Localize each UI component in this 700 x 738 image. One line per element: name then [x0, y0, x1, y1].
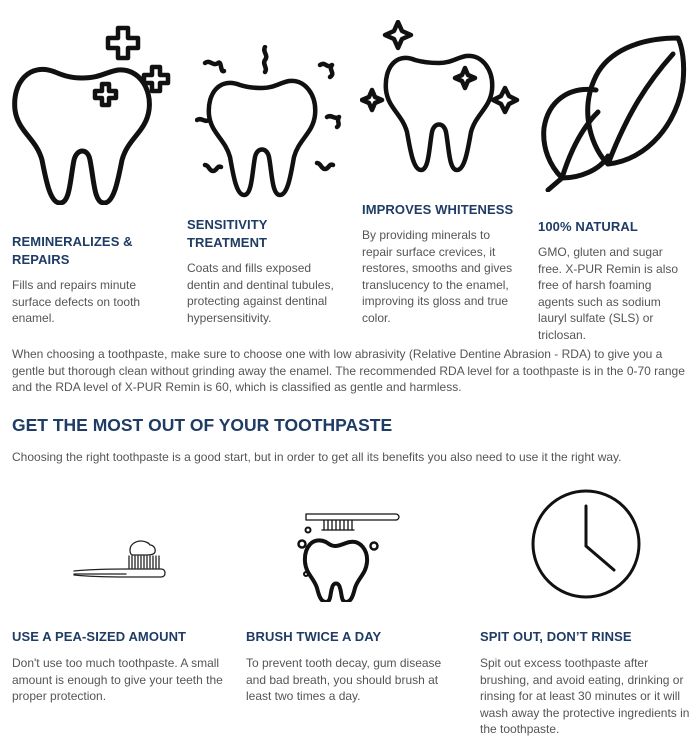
- tip-text-spit-out: Spit out excess toothpaste after brushing, and avoid eating, drinking or rinsing for at least 30 minutes or it will wash away the protective ingredients in the toothpaste.: [480, 656, 690, 736]
- tip-text-brush-twice: To prevent tooth decay, gum disease and bad breath, you should brush at least two times a day.: [246, 656, 442, 703]
- feature-text-natural: GMO, gluten and sugar free. X-PUR Remin is also free of harsh foaming agents such as sodium lauryl sulfate (SLS) or triclosan.: [538, 245, 679, 342]
- clock-icon: [530, 488, 642, 600]
- tip-title-pea-sized: USE A PEA-SIZED AMOUNT: [12, 629, 187, 644]
- feature-text-whiteness: By providing minerals to repair surface crevices, it restores, smooths and gives translucency to the enamel, improving its gloss and true color.: [362, 228, 513, 325]
- tip-title-brush-twice: BRUSH TWICE A DAY: [246, 629, 382, 644]
- feature-title-natural: 100% NATURAL: [538, 219, 638, 234]
- tooth-sparkle-icon: [360, 20, 525, 175]
- feature-text-remineralizes: Fills and repairs minute surface defects on tooth enamel.: [12, 278, 141, 325]
- section-intro: Choosing the right toothpaste is a good start, but in order to get all its benefits you also need to use it the right way.: [12, 450, 622, 464]
- tip-title-spit-out: SPIT OUT, DON’T RINSE: [480, 629, 632, 644]
- feature-title-sensitivity: SENSITIVITY TREATMENT: [187, 217, 268, 250]
- section-heading: GET THE MOST OUT OF YOUR TOOTHPASTE: [12, 415, 393, 435]
- tip-text-pea-sized: Don't use too much toothpaste. A small amount is enough to give your teeth the proper protection.: [12, 656, 223, 703]
- rda-paragraph: When choosing a toothpaste, make sure to choose one with low abrasivity (Relative Dentine Abrasion - RDA) to give you a gentle but thorough clean without grinding away the enamel. The recommended RDA level for a toothpaste is in the 0-70 range and the RDA level of X-PUR Remin is 60, which is classified as gentle and harmless.: [12, 347, 685, 394]
- feature-title-remineralizes: REMINERALIZES & REPAIRS: [12, 234, 133, 267]
- tooth-sensitivity-icon: [195, 45, 345, 205]
- feature-title-whiteness: IMPROVES WHITENESS: [362, 202, 514, 217]
- toothbrush-paste-icon: [72, 538, 167, 583]
- tooth-brushing-icon: [296, 512, 401, 602]
- tooth-plus-icon: [10, 20, 175, 205]
- leaf-icon: [538, 32, 688, 192]
- feature-text-sensitivity: Coats and fills exposed dentin and dentinal tubules, protecting against dentinal hypersensitivity.: [187, 261, 334, 325]
